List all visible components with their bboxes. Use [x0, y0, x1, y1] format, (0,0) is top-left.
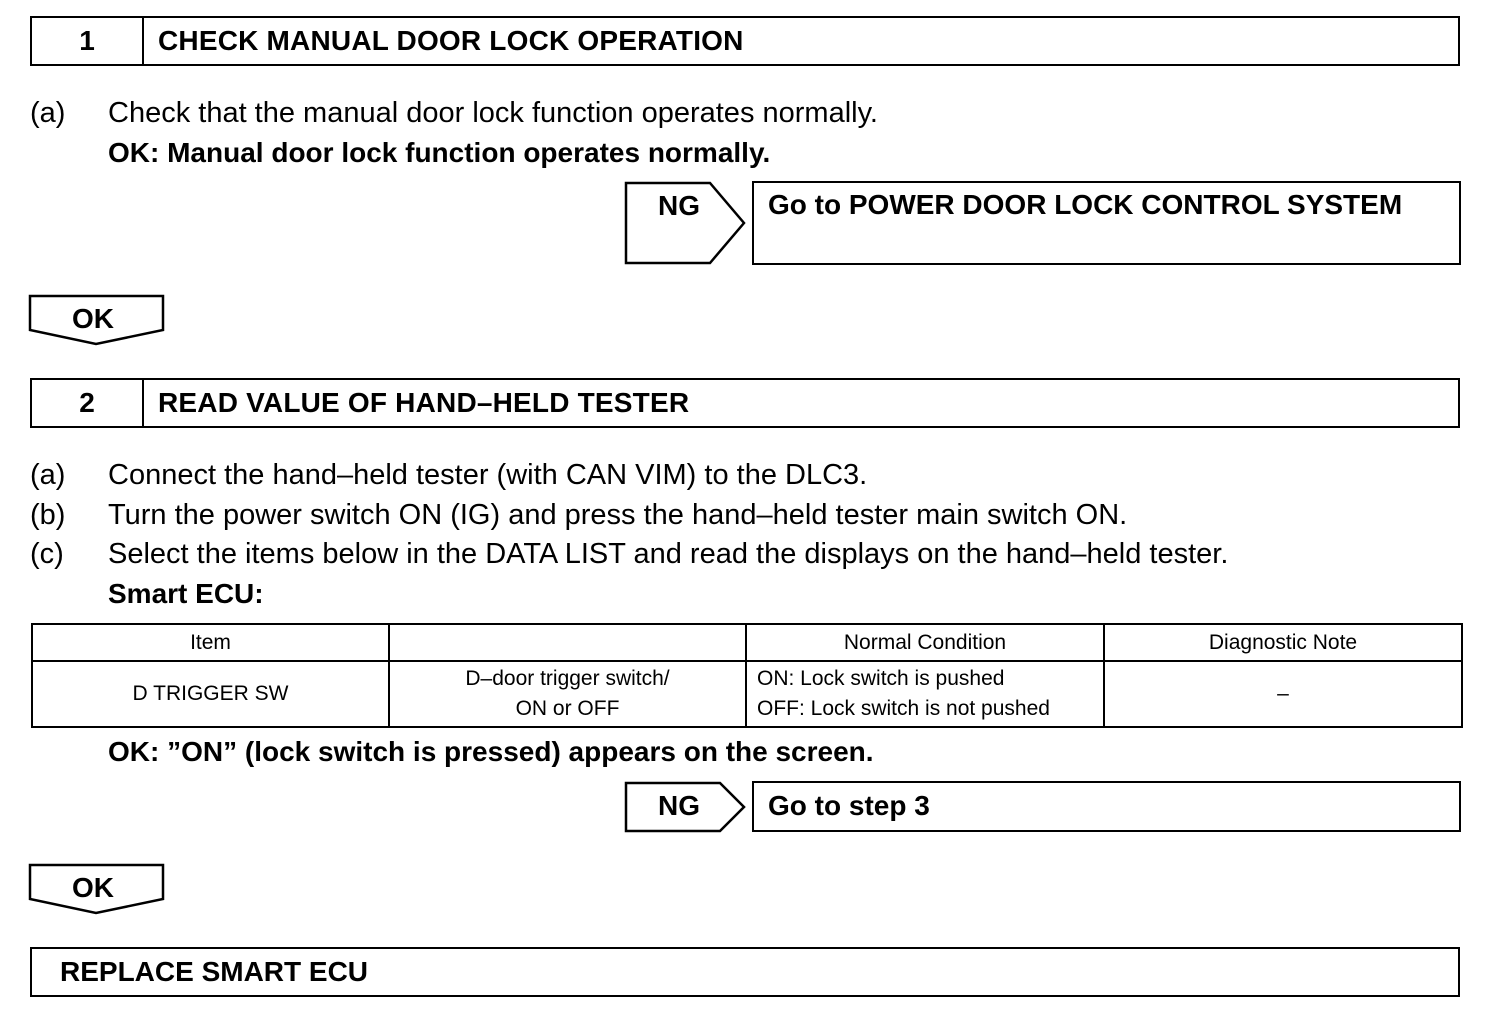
ok-condition: OK: Manual door lock function operates normally.: [108, 137, 771, 168]
ng-target-text: Go to POWER DOOR LOCK CONTROL SYSTEM: [768, 189, 1403, 220]
ok-condition: OK: ”ON” (lock switch is pressed) appears on the screen.: [108, 736, 874, 767]
step-title: CHECK MANUAL DOOR LOCK OPERATION: [158, 25, 744, 56]
cell-item: D TRIGGER SW: [32, 661, 389, 727]
instruction-text: Select the items below in the DATA LIST and read the displays on the hand–held tester.: [108, 538, 1229, 570]
step-2-header: [30, 378, 1460, 428]
cell-normal-line: OFF: Lock switch is not pushed: [757, 697, 1050, 720]
instruction-text: Connect the hand–held tester (with CAN VIM) to the DLC3.: [108, 459, 868, 491]
instruction-text: Turn the power switch ON (IG) and press the hand–held tester main switch ON.: [108, 499, 1128, 531]
step-title: READ VALUE OF HAND–HELD TESTER: [158, 387, 690, 418]
instruction-mark: (a): [30, 459, 66, 491]
header-item: Item: [32, 624, 389, 661]
table-row: [32, 661, 1462, 727]
ng-target-text: Go to step 3: [768, 790, 930, 821]
final-action-box: [30, 947, 1460, 997]
instruction-mark: (b): [30, 499, 66, 531]
ok-label: OK: [72, 872, 114, 903]
data-list-table: [31, 623, 1463, 728]
instruction-mark: (c): [30, 538, 64, 570]
ng-target-box: [752, 781, 1461, 832]
table-subheading: Smart ECU:: [108, 578, 264, 609]
table-header-row: [32, 624, 1462, 661]
ng-target-box: [752, 181, 1461, 265]
cell-diagnostic-note: –: [1104, 661, 1462, 727]
instruction-text: Check that the manual door lock function operates normally.: [108, 97, 878, 129]
ok-label: OK: [72, 303, 114, 334]
cell-measurement-line: D–door trigger switch/: [465, 667, 670, 690]
step-number: 2: [32, 380, 144, 426]
header-measurement: [389, 624, 746, 661]
ng-label: NG: [658, 790, 700, 821]
header-diagnostic-note: Diagnostic Note: [1104, 624, 1462, 661]
cell-measurement-line: ON or OFF: [515, 697, 620, 720]
final-action-text: REPLACE SMART ECU: [60, 956, 369, 987]
cell-normal-condition: [746, 661, 1104, 727]
instruction-mark: (a): [30, 97, 66, 129]
header-normal-condition: Normal Condition: [746, 624, 1104, 661]
ng-label: NG: [658, 190, 700, 221]
cell-measurement: [389, 661, 746, 727]
step-1-header: [30, 16, 1460, 66]
cell-normal-line: ON: Lock switch is pushed: [757, 667, 1005, 690]
step-number: 1: [32, 18, 144, 64]
